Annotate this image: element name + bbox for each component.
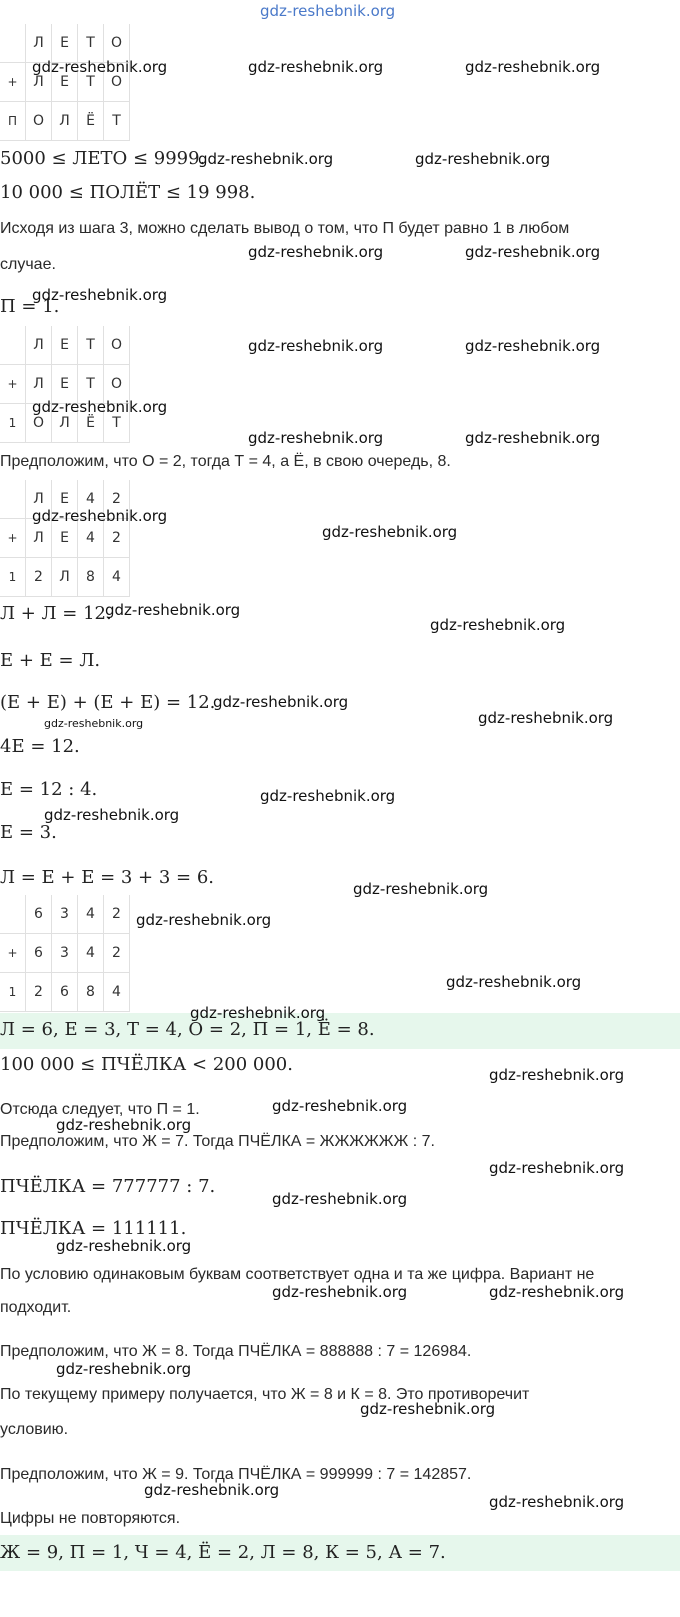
watermark: gdz-reshebnik.org bbox=[489, 1283, 625, 1301]
paragraph-line: Цифры не повторяются. bbox=[0, 1510, 181, 1527]
watermark: gdz-reshebnik.org bbox=[136, 911, 272, 929]
watermark: gdz-reshebnik.org bbox=[446, 973, 582, 991]
watermark: gdz-reshebnik.org bbox=[489, 1159, 625, 1177]
paragraph-line: подходит. bbox=[0, 1299, 72, 1316]
table-cell: Ё bbox=[78, 404, 104, 443]
column-addition-table-4 bbox=[0, 895, 130, 1012]
table-cell: О bbox=[104, 63, 130, 102]
table-cell: 2 bbox=[104, 895, 130, 934]
equation: Е = 12 : 4. bbox=[0, 779, 98, 800]
watermark: gdz-reshebnik.org bbox=[353, 880, 489, 898]
watermark: gdz-reshebnik.org bbox=[56, 1360, 192, 1378]
table-cell: Е bbox=[52, 24, 78, 63]
equation-p-equals-1: П = 1. bbox=[0, 296, 60, 317]
watermark: gdz-reshebnik.org bbox=[44, 806, 180, 824]
table-cell: 2 bbox=[104, 480, 130, 519]
table-cell: 1 bbox=[0, 404, 26, 443]
equation: (Е + Е) + (Е + Е) = 12. bbox=[0, 692, 216, 713]
watermark: gdz-reshebnik.org bbox=[32, 398, 168, 416]
table-cell: Л bbox=[26, 63, 52, 102]
watermark: gdz-reshebnik.org bbox=[190, 1004, 326, 1022]
answer-2: Ж = 9, П = 1, Ч = 4, Ё = 2, Л = 8, К = 5, А = 7. bbox=[0, 1542, 446, 1563]
table-cell: Е bbox=[52, 480, 78, 519]
table-cell: Е bbox=[52, 519, 78, 558]
watermark: gdz-reshebnik.org bbox=[44, 717, 144, 730]
table-cell: 2 bbox=[26, 973, 52, 1012]
watermark: gdz-reshebnik.org bbox=[32, 286, 168, 304]
column-addition-table-2 bbox=[0, 326, 130, 443]
watermark: gdz-reshebnik.org bbox=[478, 709, 614, 727]
table-cell: О bbox=[26, 404, 52, 443]
watermark: gdz-reshebnik.org bbox=[32, 507, 168, 525]
watermark: gdz-reshebnik.org bbox=[430, 616, 566, 634]
table-cell: 2 bbox=[104, 519, 130, 558]
table-cell: Е bbox=[52, 63, 78, 102]
table-cell: 4 bbox=[78, 895, 104, 934]
paragraph-line: По условию одинаковым буквам соответствует одна и та же цифра. Вариант не bbox=[0, 1266, 595, 1283]
table-cell bbox=[0, 326, 26, 365]
table-cell bbox=[0, 24, 26, 63]
watermark: gdz-reshebnik.org bbox=[105, 601, 241, 619]
watermark: gdz-reshebnik.org bbox=[360, 1400, 496, 1418]
watermark: gdz-reshebnik.org bbox=[248, 243, 384, 261]
watermark: gdz-reshebnik.org bbox=[465, 58, 601, 76]
table-cell: 2 bbox=[104, 934, 130, 973]
table-cell: 6 bbox=[52, 973, 78, 1012]
table-cell: 6 bbox=[26, 934, 52, 973]
table-cell: 8 bbox=[78, 558, 104, 597]
table-cell: Л bbox=[52, 404, 78, 443]
watermark: gdz-reshebnik.org bbox=[322, 523, 458, 541]
column-addition-table-3 bbox=[0, 480, 130, 597]
table-cell: + bbox=[0, 63, 26, 102]
table-cell: Л bbox=[26, 24, 52, 63]
table-cell: 4 bbox=[78, 519, 104, 558]
table-cell: Л bbox=[52, 558, 78, 597]
table-cell: 4 bbox=[104, 973, 130, 1012]
paragraph-line: Предположим, что Ж = 7. Тогда ПЧЁЛКА = ЖЖЖЖЖЖ : 7. bbox=[0, 1133, 435, 1150]
equation: Л + Л = 12. bbox=[0, 603, 112, 624]
table-cell: О bbox=[104, 24, 130, 63]
watermark: gdz-reshebnik.org bbox=[56, 1116, 192, 1134]
paragraph-line: Предположим, что О = 2, тогда Т = 4, а Ё, в свою очередь, 8. bbox=[0, 453, 451, 470]
equation: 4Е = 12. bbox=[0, 736, 80, 757]
answer-1: Л = 6, Е = 3, Т = 4, О = 2, П = 1, Ё = 8. bbox=[0, 1019, 375, 1040]
table-cell: 1 bbox=[0, 558, 26, 597]
watermark: gdz-reshebnik.org bbox=[415, 150, 551, 168]
watermark: gdz-reshebnik.org bbox=[489, 1066, 625, 1084]
table-cell: Т bbox=[78, 365, 104, 404]
watermark: gdz-reshebnik.org bbox=[248, 429, 384, 447]
table-cell: + bbox=[0, 365, 26, 404]
watermark: gdz-reshebnik.org bbox=[56, 1237, 192, 1255]
table-cell: Т bbox=[104, 102, 130, 141]
table-cell: 4 bbox=[104, 558, 130, 597]
table-cell: + bbox=[0, 934, 26, 973]
equation: ПЧЁЛКА = 111111. bbox=[0, 1218, 187, 1239]
table-cell: Л bbox=[52, 102, 78, 141]
table-cell: О bbox=[104, 326, 130, 365]
equation: Е = 3. bbox=[0, 822, 57, 843]
table-cell: Т bbox=[78, 63, 104, 102]
table-cell: 1 bbox=[0, 973, 26, 1012]
watermark: gdz-reshebnik.org bbox=[248, 337, 384, 355]
equation: Е + Е = Л. bbox=[0, 650, 101, 671]
table-cell: Л bbox=[26, 519, 52, 558]
table-cell: Л bbox=[26, 326, 52, 365]
watermark: gdz-reshebnik.org bbox=[272, 1097, 408, 1115]
equation: ПЧЁЛКА = 777777 : 7. bbox=[0, 1176, 216, 1197]
paragraph-line: условию. bbox=[0, 1421, 69, 1438]
table-cell: 3 bbox=[52, 934, 78, 973]
table-cell: П bbox=[0, 102, 26, 141]
equation: Л = Е + Е = 3 + 3 = 6. bbox=[0, 867, 215, 888]
paragraph-line: По текущему примеру получается, что Ж = 8 и К = 8. Это противоречит bbox=[0, 1386, 530, 1403]
table-cell: О bbox=[26, 102, 52, 141]
table-cell: 8 bbox=[78, 973, 104, 1012]
watermark: gdz-reshebnik.org bbox=[272, 1283, 408, 1301]
paragraph-line: Исходя из шага 3, можно сделать вывод о том, что П будет равно 1 в любом bbox=[0, 220, 570, 237]
column-addition-table-1 bbox=[0, 24, 130, 141]
watermark: gdz-reshebnik.org bbox=[465, 429, 601, 447]
table-cell: Ё bbox=[78, 102, 104, 141]
table-cell: 4 bbox=[78, 480, 104, 519]
table-cell: Е bbox=[52, 326, 78, 365]
table-cell: Т bbox=[104, 404, 130, 443]
watermark: gdz-reshebnik.org bbox=[465, 243, 601, 261]
watermark: gdz-reshebnik.org bbox=[260, 787, 396, 805]
table-cell: + bbox=[0, 519, 26, 558]
table-cell: Т bbox=[78, 24, 104, 63]
inequality-pchelka: 100 000 ≤ ПЧЁЛКА < 200 000. bbox=[0, 1054, 293, 1075]
inequality-polet: 10 000 ≤ ПОЛЁТ ≤ 19 998. bbox=[0, 182, 256, 203]
watermark-top: gdz-reshebnik.org bbox=[260, 2, 396, 20]
watermark: gdz-reshebnik.org bbox=[272, 1190, 408, 1208]
watermark: gdz-reshebnik.org bbox=[248, 58, 384, 76]
paragraph-line: Предположим, что Ж = 8. Тогда ПЧЁЛКА = 888888 : 7 = 126984. bbox=[0, 1343, 472, 1360]
watermark: gdz-reshebnik.org bbox=[213, 693, 349, 711]
table-cell: 6 bbox=[26, 895, 52, 934]
paragraph-line: Отсюда следует, что П = 1. bbox=[0, 1101, 200, 1118]
table-cell bbox=[0, 480, 26, 519]
table-cell: О bbox=[104, 365, 130, 404]
watermark: gdz-reshebnik.org bbox=[465, 337, 601, 355]
table-cell: Л bbox=[26, 480, 52, 519]
table-cell: 4 bbox=[78, 934, 104, 973]
table-cell: Л bbox=[26, 365, 52, 404]
watermark: gdz-reshebnik.org bbox=[144, 1481, 280, 1499]
watermark: gdz-reshebnik.org bbox=[32, 58, 168, 76]
paragraph-line: случае. bbox=[0, 256, 56, 273]
table-cell: Е bbox=[52, 365, 78, 404]
paragraph-line: Предположим, что Ж = 9. Тогда ПЧЁЛКА = 999999 : 7 = 142857. bbox=[0, 1466, 472, 1483]
table-cell: 3 bbox=[52, 895, 78, 934]
table-cell bbox=[0, 895, 26, 934]
table-cell: Т bbox=[78, 326, 104, 365]
watermark: gdz-reshebnik.org bbox=[198, 150, 334, 168]
inequality-leto: 5000 ≤ ЛЕТО ≤ 9999. bbox=[0, 148, 206, 169]
table-cell: 2 bbox=[26, 558, 52, 597]
watermark: gdz-reshebnik.org bbox=[489, 1493, 625, 1511]
